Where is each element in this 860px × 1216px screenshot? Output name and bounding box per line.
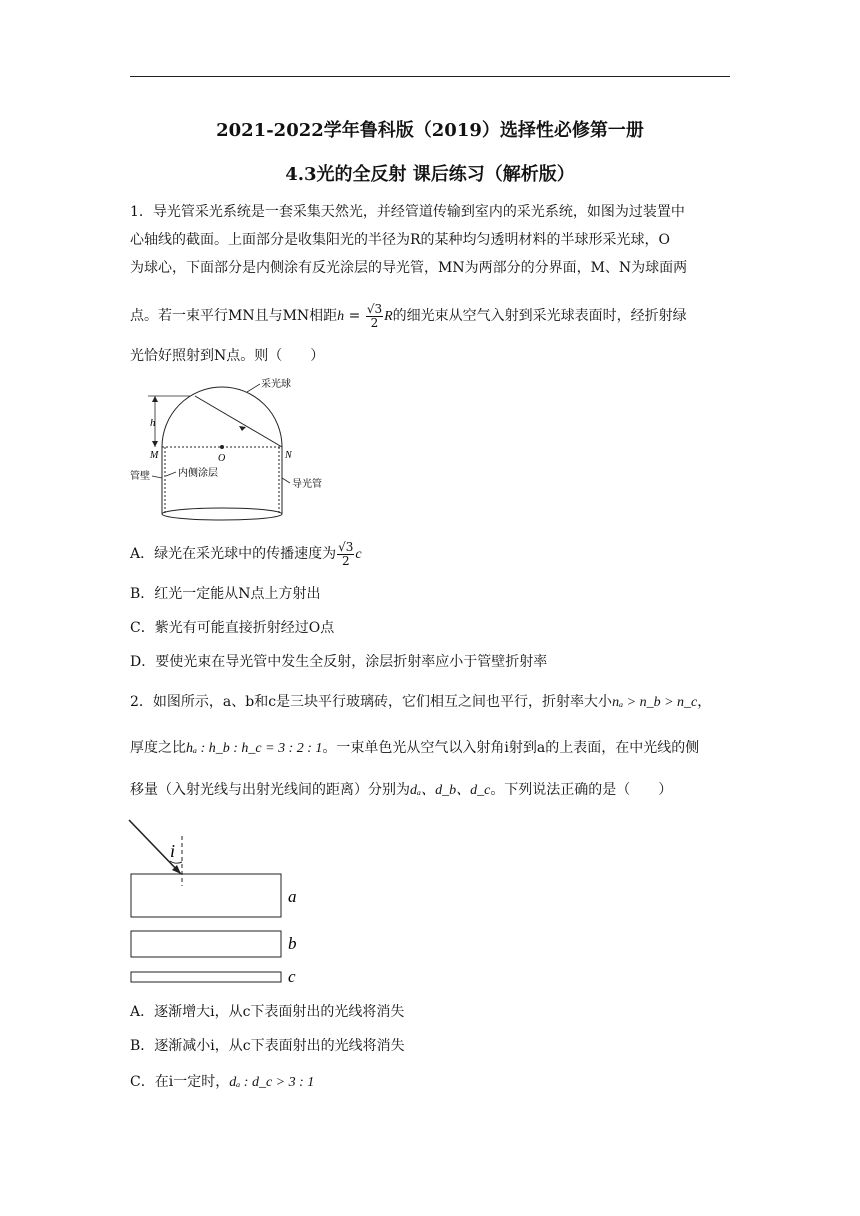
q1-line2: 心轴线的截面。上面部分是收集阳光的半径为R的某种均匀透明材料的半球形采光球，O [130,232,671,248]
q1-option-a-text: A．绿光在采光球中的传播速度为 [130,546,337,562]
displacement-symbols: dₐ、d_b、d_c [410,783,491,798]
q2-line1-text: 2．如图所示，a、b和c是三块平行玻璃砖，它们相互之间也平行，折射率大小 [130,694,613,710]
r-symbol: R [384,309,393,324]
coating-leader [166,472,176,476]
displacement-ratio: dₐ : d_c > 3 : 1 [229,1075,315,1090]
q2-line2-start: 厚度之比 [130,740,186,756]
refractive-index-relation: nₐ > n_b > n_c [612,695,698,710]
doc-title: 2021-2022学年鲁科版（2019）选择性必修第一册 [216,120,644,141]
pipe-bottom-ellipse [162,508,282,520]
q2-option-a: A．逐渐增大i，从c下表面射出的光线将消失 [130,1004,405,1020]
fraction-numerator: √3 [366,301,383,316]
h-label: h [150,417,156,429]
q2-line2 [130,738,730,759]
pipe-leader [282,478,290,483]
sqrt3-over-2-fraction [366,303,383,330]
glass-slabs-figure [126,816,316,988]
slab-b [131,931,281,957]
c-label: c [288,967,296,986]
light-ray [195,396,282,447]
q2-line1-end: ， [697,694,712,710]
q1-option-b: B．红光一定能从N点上方射出 [130,586,321,602]
ball-label: 采光球 [261,379,291,390]
q1-line5: 光恰好照射到N点。则（ ） [130,348,325,364]
q2-option-b: B．逐渐减小i，从c下表面射出的光线将消失 [130,1038,405,1054]
q1-option-d: D．要使光束在导光管中发生全反射，涂层折射率应小于管壁折射率 [130,654,548,670]
wall-leader [152,476,162,478]
q1-option-c: C．紫光有可能直接折射经过O点 [130,620,335,636]
equals: = [344,308,365,324]
doc-subtitle: 4.3光的全反射 课后练习（解析版） [285,164,575,185]
a-label: a [288,887,297,906]
header-rule [130,76,730,77]
light-pipe-figure [130,372,340,524]
incidence-angle-arc [170,861,182,863]
q2-line1 [130,692,730,713]
q2-line3 [130,780,730,801]
h-arrow-up-icon [152,396,158,402]
pipe-label: 导光管 [292,479,322,490]
o-label: O [218,453,226,464]
slab-c [131,972,281,982]
ball-leader [247,384,260,392]
m-label: M [150,450,159,461]
ray-arrow-icon [239,426,246,431]
q1-line4-start: 点。若一束平行MN且与MN相距 [130,308,338,324]
q2-line2-end: 。一束单色光从空气以入射角i射到a的上表面，在中光线的侧 [322,740,700,756]
q2-option-c-text: C．在i一定时， [130,1074,230,1090]
q2-line3-start: 移量（入射光线与出射光线间的距离）分别为 [130,782,410,798]
q1-line4-end: 的细光束从空气入射到采光球表面时，经折射绿 [392,308,687,324]
q1-line1: 1．导光管采光系统是一套采集天然光，并经管道传输到室内的采光系统，如图为过装置中 [130,204,685,220]
q2-line3-end: 。下列说法正确的是（ ） [490,782,673,798]
thickness-ratio: hₐ : h_b : h_c = 3 : 2 : 1 [186,741,323,756]
center-point-o [220,445,224,449]
q2-option-c [130,1072,730,1093]
speed-fraction [337,541,354,568]
coating-label: 内侧涂层 [178,468,218,479]
q1-line3: 为球心，下面部分是内侧涂有反光涂层的导光管，MN为两部分的分界面，M、N为球面两 [130,260,688,276]
h-symbol: h [337,309,345,324]
q1-line4 [130,302,730,331]
c-symbol: c [355,547,362,562]
speed-denominator: 2 [341,553,350,568]
speed-numerator: √3 [338,539,354,554]
wall-label: 管壁 [130,471,150,482]
n-label: N [285,450,292,461]
h-arrow-down-icon [152,441,158,447]
slab-a [131,874,281,917]
i-label: i [170,841,176,861]
b-label: b [288,934,297,953]
fraction-denominator: 2 [370,315,379,330]
q1-option-a [130,540,730,569]
